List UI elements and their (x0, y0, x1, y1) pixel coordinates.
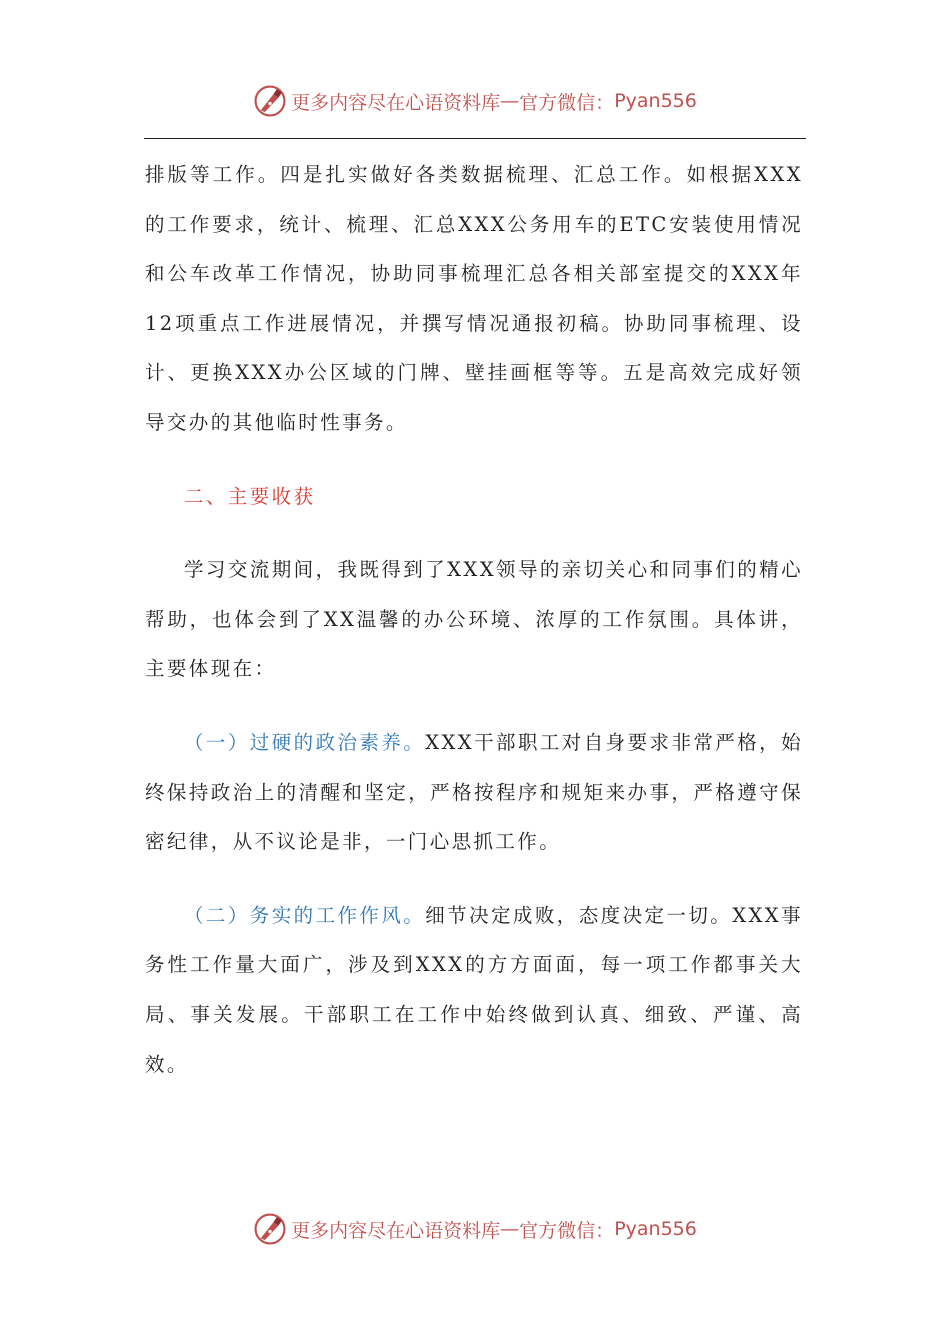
item-title-1: （一）过硬的政治素养。 (184, 730, 426, 754)
header-dash: — (500, 90, 520, 112)
header-contact-id: Pyan556 (614, 90, 697, 112)
header-brand: 更多内容尽在心语资料库 (291, 91, 501, 114)
continued-paragraph: 排版等工作。四是扎实做好各类数据梳理、汇总工作。如根据XXX的工作要求，统计、梳理、汇总XXX公务用车的ETC安装使用情况和公车改革工作情况，协助同事梳理汇总各相关部室提交的XXX年12项重点工作进展情况，并撰写情况通报初稿。协助同事梳理、设计、更换XXX办公区域的门牌、壁挂画框等等。五是高效完成好领导交办的其他临时性事务。 (145, 163, 803, 434)
footer-contact-id: Pyan556 (614, 1218, 697, 1240)
item-paragraph-1 (145, 718, 803, 867)
intro-paragraph: 学习交流期间，我既得到了XXX领导的亲切关心和同事们的精心帮助，也体会到了XX温馨的办公环境、浓厚的工作氛围。具体讲，主要体现在： (145, 558, 803, 681)
item-text-1: XXX干部职工对自身要求非常严格，始终保持政治上的清醒和坚定，严格按程序和规矩来办事，严格遵守保密纪律，从不议论是非，一门心思抓工作。 (145, 730, 803, 854)
item-title-2: （二）务实的工作作风。 (184, 903, 426, 927)
header-banner (0, 84, 950, 118)
pen-nib-logo-icon (253, 84, 287, 118)
document-body (145, 150, 803, 1113)
footer-contact-label: 官方微信： (519, 1219, 615, 1242)
header-divider (144, 138, 806, 139)
section-heading: 二、主要收获 (184, 484, 316, 508)
header-contact-label: 官方微信： (519, 91, 615, 114)
item-text-2: 细节决定成败，态度决定一切。XXX事务性工作量大面广，涉及到XXX的方方面面，每一项工作都事关大局、事关发展。干部职工在工作中始终做到认真、细致、严谨、高效。 (145, 903, 803, 1076)
item-paragraph-2 (145, 891, 803, 1089)
pen-nib-logo-icon (253, 1212, 287, 1246)
footer-brand: 更多内容尽在心语资料库 (291, 1219, 501, 1242)
footer-banner (0, 1212, 950, 1246)
footer-dash: — (500, 1218, 520, 1240)
